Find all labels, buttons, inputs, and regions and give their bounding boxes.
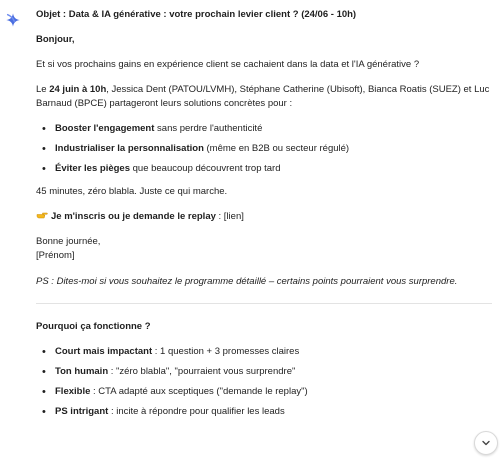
scroll-down-button[interactable] — [474, 431, 498, 455]
analysis-list — [36, 345, 492, 419]
analysis-heading: Pourquoi ça fonctionne ? — [36, 321, 151, 332]
benefits-list — [36, 122, 492, 176]
event-date: 24 juin à 10h — [49, 84, 107, 95]
divider — [36, 303, 492, 304]
list-item: • Ton humain : "zéro blabla", "pourraient vous surprendre" — [48, 365, 492, 379]
email-event-paragraph — [36, 83, 492, 111]
email-intro: Et si vos prochains gains en expérience client se cachaient dans la data et l'IA générative ? — [36, 59, 420, 70]
event-details: , Jessica Dent (PATOU/LVMH), Stéphane Catherine (Ubisoft), Bianca Roatis (SUEZ) et Luc Barnaud (BPCE) partageront leurs solutions concrètes pour : — [36, 84, 490, 109]
pointing-hand-icon — [36, 210, 48, 220]
cta-link: : [lien] — [215, 211, 244, 222]
email-duration: 45 minutes, zéro blabla. Juste ce qui marche. — [36, 186, 228, 197]
list-item: • Industrialiser la personnalisation (même en B2B ou secteur régulé) — [48, 142, 492, 156]
email-closing: Bonne journée, — [36, 236, 101, 247]
email-signoff — [36, 235, 492, 263]
event-prefix: Le — [36, 84, 50, 95]
list-item: • Éviter les pièges que beaucoup découvrent trop tard — [48, 162, 492, 176]
email-greeting: Bonjour, — [36, 34, 75, 45]
email-subject: Objet : Data & IA générative : votre prochain levier client ? (24/06 - 10h) — [36, 9, 357, 20]
email-signature: [Prénom] — [36, 250, 75, 261]
cta-label: Je m'inscris ou je demande le replay — [51, 211, 216, 222]
list-item: • Booster l'engagement sans perdre l'authenticité — [48, 122, 492, 136]
list-item: • PS intrigant : incite à répondre pour qualifier les leads — [48, 405, 492, 419]
list-item: • Court mais impactant : 1 question + 3 promesses claires — [48, 345, 492, 359]
email-cta — [36, 210, 492, 224]
chevron-down-icon — [481, 438, 491, 448]
gemini-sparkle-icon — [5, 12, 21, 28]
list-item: • Flexible : CTA adapté aux sceptiques ("demande le replay") — [48, 385, 492, 399]
email-ps: PS : Dites-moi si vous souhaitez le programme détaillé – certains points pourraient vous surprendre. — [36, 276, 458, 287]
message-content — [36, 8, 492, 428]
